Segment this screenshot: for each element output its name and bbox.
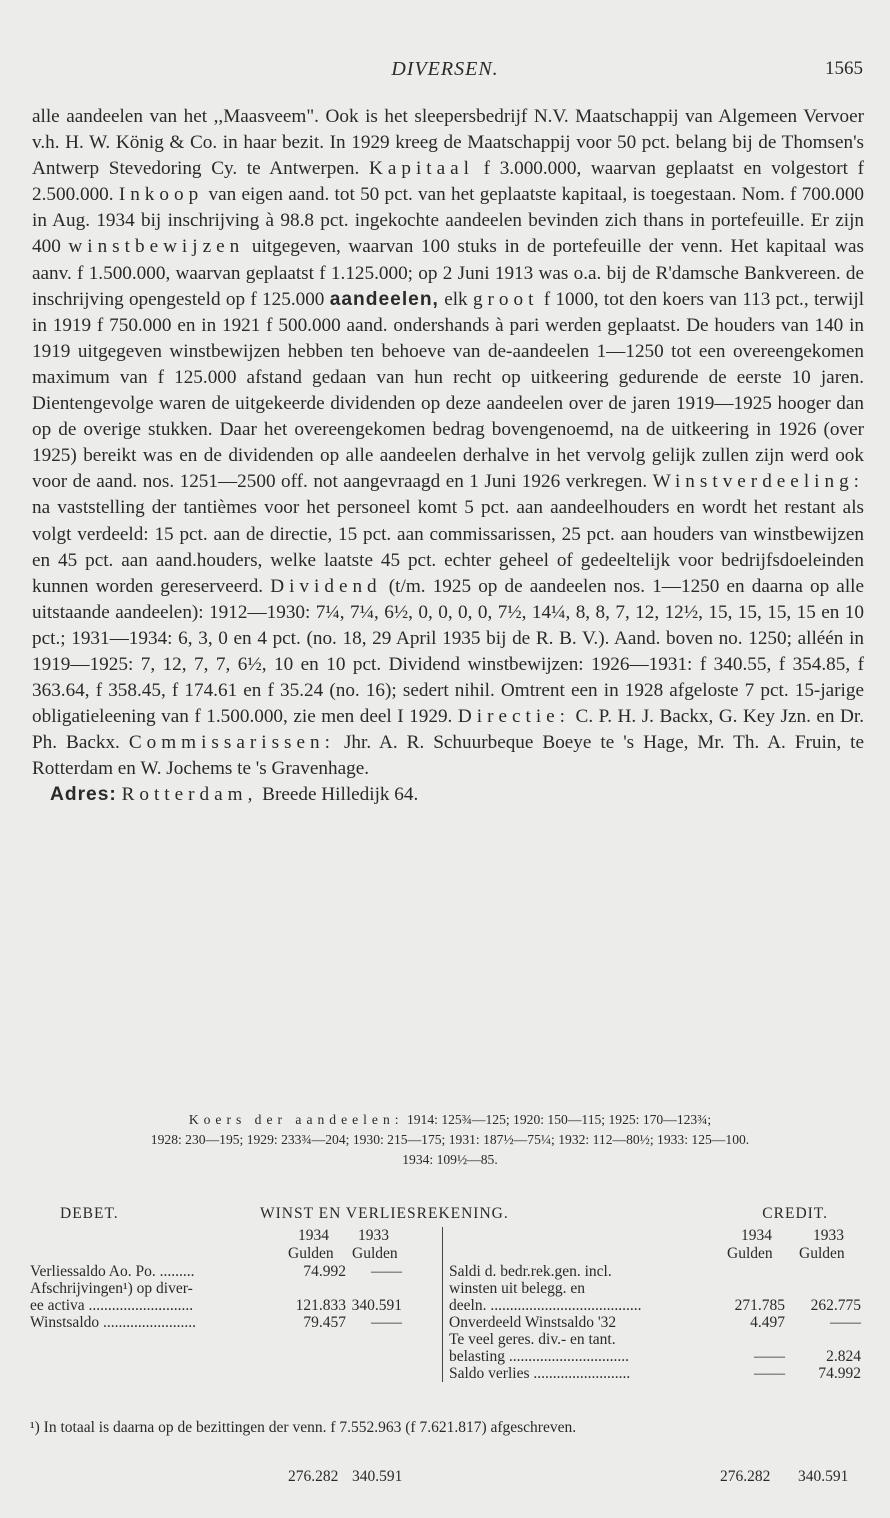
inkoop-label: Inkoop <box>118 184 204 206</box>
koers-line-2: 1928: 230—195; 1929: 233¾—204; 1930: 215—175; 1931: 187½—75¼; 1932: 112—80½; 1933: 125—100. <box>150 1132 750 1147</box>
row-label: belasting ............................... <box>449 1348 629 1365</box>
page-number: 1565 <box>825 58 863 79</box>
row-value: —— <box>754 1365 785 1382</box>
credit-total-1933: 340.591 <box>798 1468 849 1485</box>
adres-label: Adres: <box>50 784 117 806</box>
address-line <box>32 782 864 808</box>
row-value: 79.457 <box>303 1314 346 1331</box>
table-row <box>449 1314 866 1331</box>
text-span: uitgegeven, waarvan 100 stuks in de portefeuille der venn. Het kapitaal was aanv. f 1.500.000, waarvan geplaatst f 1.125.000; op 2 Juni 1913 was o.a. bij de R'damsche Bankvereen. de inschrijving opengesteld op f 125.000 <box>32 236 865 310</box>
credit-heading: CREDIT. <box>762 1205 828 1222</box>
koers-label: Koers der aandeelen: <box>188 1112 404 1127</box>
row-value: 74.992 <box>303 1263 346 1280</box>
row-label: winsten uit belegg. en <box>449 1280 586 1297</box>
table-title: WINST EN VERLIESREKENING. <box>260 1205 509 1222</box>
aandeelen-label: aandeelen, <box>329 288 439 310</box>
unit-label: Gulden <box>727 1245 773 1262</box>
text-span: (t/m. 1925 op de aandeelen nos. 1—1250 en daarna op alle uitstaande aandeelen): 1912—1930: 7¼, 7¼, 6½, 0, 0, 0, 0, 7½, 14¼, 8, 8, 7, 12, 12½, 15, 15, 15, 15 en 10 pct.; 1931—1934: 6, 3, 0 en 4 pct. (no. 18, 29 April 1935 bij de R. B. V.). Aand. boven no. 1250; alléén in 1919—1925: 7, 12, 7, 7, 6½, 10 en 10 pct. Dividend winstbewijzen: 1926—1931: f 340.55, f 354.85, f 363.64, f 358.45, f 174.61 en f 35.24 (no. 16); sedert nihil. Omtrent een in 1928 afgeloste 7 pct. 15-jarige obligatieleening van f 1.500.000, zie men deel I 1929. <box>32 575 865 728</box>
debet-total-1933: 340.591 <box>352 1468 403 1485</box>
row-label: Winstsaldo ........................ <box>30 1314 196 1331</box>
row-label: Verliessaldo Ao. Po. ......... <box>30 1263 195 1280</box>
text-span: f 3.000.000, waarvan geplaatst en volgestort f 2.500.000. <box>32 158 865 206</box>
table-row <box>30 1297 438 1314</box>
row-value: —— <box>830 1314 861 1331</box>
table-row <box>30 1280 438 1297</box>
kapitaal-label: Kapitaal <box>368 158 474 180</box>
row-label: deeln. ....................................... <box>449 1297 642 1314</box>
year-1934: 1934 <box>741 1227 772 1244</box>
row-value: 74.992 <box>818 1365 861 1382</box>
row-label: Afschrijvingen¹) op diver- <box>30 1280 193 1297</box>
credit-rows <box>449 1263 866 1382</box>
table-row <box>30 1263 438 1280</box>
directie-label: Directie: <box>457 706 571 728</box>
row-label: Saldi d. bedr.rek.gen. incl. <box>449 1263 612 1280</box>
koers-values-1: 1914: 125¾—125; 1920: 150—115; 1925: 170—123¾; <box>406 1112 712 1127</box>
table-row <box>449 1365 866 1382</box>
page-header <box>0 58 890 86</box>
row-value: 121.833 <box>295 1297 346 1314</box>
text-span: Jhr. A. R. Schuurbeque Boeye te 's Hage, Mr. Th. A. Fruin, te Rotterdam en W. Jochems te 's Gravenhage. <box>32 732 865 780</box>
debet-side <box>30 1227 438 1331</box>
debet-heading: DEBET. <box>60 1205 119 1222</box>
row-value: 340.591 <box>351 1297 402 1314</box>
row-value: 271.785 <box>734 1297 785 1314</box>
year-row <box>30 1227 438 1245</box>
row-label: Onverdeeld Winstsaldo '32 <box>449 1314 617 1331</box>
text-span: alle aandeelen van het ,,Maasveem". Ook is het sleepersbedrijf N.V. Maatschappij van Algemeen Vervoer v.h. H. W. König & Co. in haar bezit. In 1929 kreeg de Maatschappij voor 50 pct. belang bij de Thomsen's Antwerp Stevedoring Cy. te Antwerpen. <box>32 106 864 180</box>
year-1934: 1934 <box>298 1227 329 1244</box>
adres-street: Breede Hilledijk 64. <box>262 784 419 806</box>
unit-row <box>449 1245 866 1263</box>
dividend-label: Dividend <box>270 575 382 597</box>
table-row <box>449 1348 866 1365</box>
totals-row <box>30 1468 866 1488</box>
credit-side <box>442 1227 866 1382</box>
text-span: elk <box>444 288 468 310</box>
row-value: —— <box>371 1314 402 1331</box>
winstverdeeling-label: Winstverdeeling: <box>652 471 864 493</box>
table-row <box>449 1331 866 1348</box>
running-title: DIVERSEN. <box>391 58 499 80</box>
text-span: na vaststelling der tantièmes voor het personeel komt 5 pct. aan aandeelhouders en wordt het restant als volgt verdeeld: 15 pct. aan de directie, 15 pct. aan commissarissen, 25 pct. aan houders van winstbewijzen en 45 pct. aan aand.houders, welke laatste 45 pct. echter geheel of gedeeltelijk voor bedrijfsdoeleinden kunnen worden gereserveerd. <box>32 497 864 597</box>
table-row <box>449 1297 866 1314</box>
commissarissen-label: Commissarissen: <box>128 732 335 754</box>
unit-label: Gulden <box>352 1245 398 1262</box>
row-label: Saldo verlies ......................... <box>449 1365 631 1382</box>
row-label: ee activa ........................... <box>30 1297 194 1314</box>
year-row <box>449 1227 866 1245</box>
text-span: van eigen aand. tot 50 pct. van het geplaatste kapitaal, is toegestaan. Nom. f 700.000 in Aug. 1934 bij inschrijving à 98.8 pct. ingekochte aandeelen bevinden zich thans in portefeuille. Er zijn 400 <box>32 184 865 258</box>
row-value: 4.497 <box>750 1314 785 1331</box>
table-row <box>30 1314 438 1331</box>
row-label: Te veel geres. div.- en tant. <box>449 1331 616 1348</box>
year-1933: 1933 <box>813 1227 844 1244</box>
share-prices <box>32 1110 868 1170</box>
footnote: ¹) In totaal is daarna op de bezittingen der venn. f 7.552.963 (f 7.621.817) afgeschreven. <box>30 1419 577 1436</box>
groot-label: groot <box>472 288 539 310</box>
table-row <box>449 1263 866 1280</box>
text-span: C. P. H. J. Backx, G. Key Jzn. en Dr. Ph. Backx. <box>32 706 865 754</box>
year-1933: 1933 <box>358 1227 389 1244</box>
row-value: 262.775 <box>810 1297 861 1314</box>
winstbewijzen-label: winstbewijzen <box>68 236 245 258</box>
adres-city: Rotterdam, <box>121 784 258 806</box>
koers-line-1 <box>32 1110 868 1130</box>
company-paragraph <box>32 104 864 782</box>
unit-label: Gulden <box>288 1245 334 1262</box>
row-value: 2.824 <box>826 1348 861 1365</box>
debet-total-1934: 276.282 <box>288 1468 339 1485</box>
credit-total-1934: 276.282 <box>720 1468 771 1485</box>
debet-rows <box>30 1263 438 1331</box>
table-header <box>30 1205 866 1227</box>
unit-row <box>30 1245 438 1263</box>
unit-label: Gulden <box>799 1245 845 1262</box>
table-row <box>449 1280 866 1297</box>
koers-line-3: 1934: 109½—85. <box>402 1152 498 1167</box>
row-value: —— <box>371 1263 402 1280</box>
profit-loss-account <box>30 1205 866 1488</box>
text-span: f 1000, tot den koers van 113 pct., terwijl in 1919 f 750.000 en in 1921 f 500.000 aand. ondershands à pari werden geplaatst. De houders van 140 in 1919 uitgegeven winstbewijzen hebben ten behoeve van de-aandeelen 1—1250 tot een overeengekomen maximum van f 125.000 afstand gedaan van hun recht op uitkeering gedurende de eerste 10 jaren. Dientengevolge waren de uitgekeerde dividenden op deze aandeelen over de jaren 1919—1925 hooger dan op de overige stukken. Daar het overeengekomen bedrag bovengenoemd, na de uitkeering in 1926 (over 1925) bereikt was en de dividenden op alle aandeelen derhalve in het vervolg gelijk zullen zijn werd ook voor de aand. nos. 1251—2500 off. not aangevraagd en 1 Juni 1926 verkregen. <box>32 288 865 493</box>
row-value: —— <box>754 1348 785 1365</box>
main-text <box>32 104 864 809</box>
